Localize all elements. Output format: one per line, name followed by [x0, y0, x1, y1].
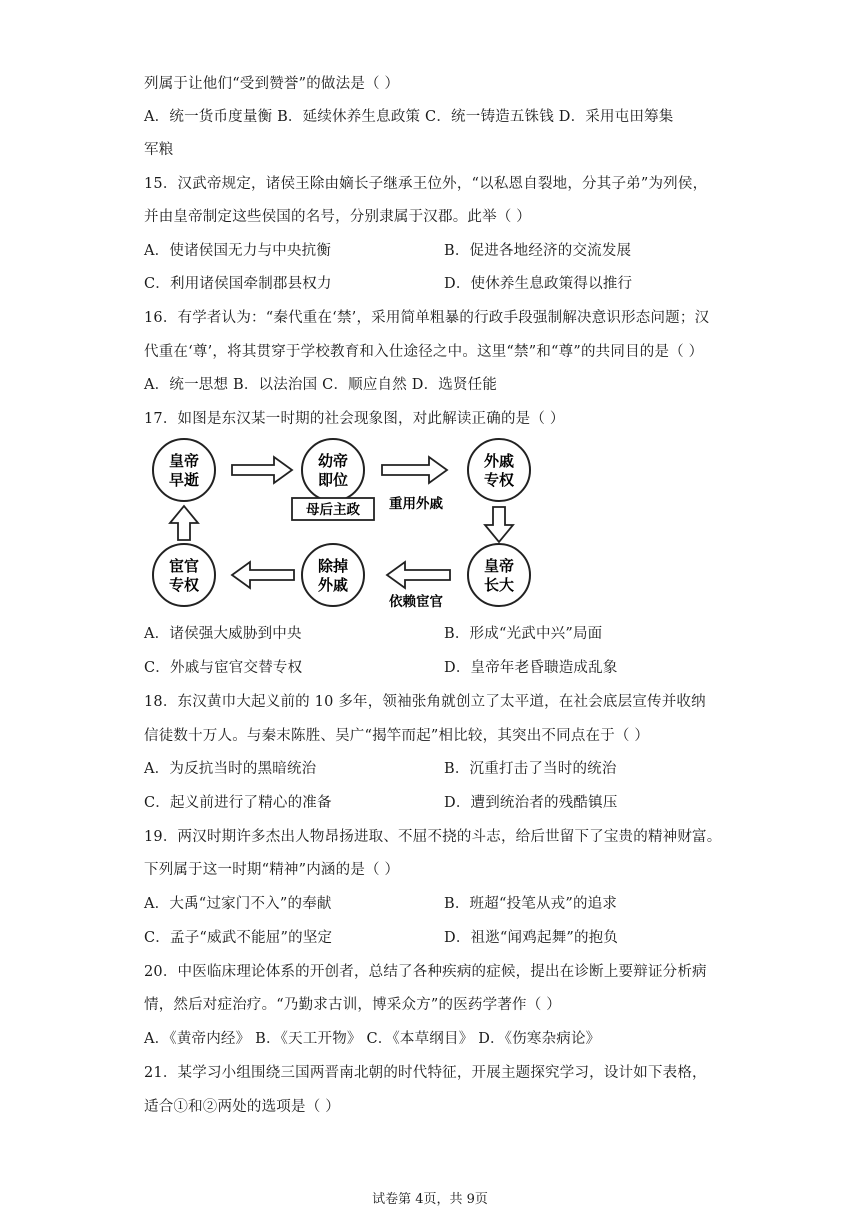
q19-stem-line1: 19．两汉时期许多杰出人物昂扬进取、不屈不挠的斗志，给后世留下了宝贵的精神财富。	[144, 829, 722, 845]
q19-option-b: B．班超“投笔从戎”的追求	[444, 896, 618, 912]
q19-option-a: A．大禹“过家门不入”的奉献	[144, 896, 332, 912]
q20-stem-line1: 20．中医临床理论体系的开创者，总结了各种疾病的症候，提出在诊断上要辩证分析病	[144, 964, 707, 980]
svg-text:宦官: 宦官	[168, 557, 200, 575]
node-emperor-dies-early	[153, 439, 215, 501]
arrow-right-1	[232, 457, 292, 483]
q18-stem-line2: 信徒数十万人。与秦末陈胜、吴广“揭竿而起”相比较，其突出不同点在于（ ）	[144, 728, 650, 744]
q18-stem-line1: 18．东汉黄巾大起义前的 10 多年，领袖张角就创立了太平道，在社会底层宣传并收纳	[144, 694, 706, 710]
q15-stem-line2: 并由皇帝制定这些侯国的名号，分别隶属于汉郡。此举（ ）	[144, 209, 532, 225]
node-emperor-grows-up	[468, 544, 530, 606]
q14-options: A．统一货币度量衡 B．延续休养生息政策 C．统一铸造五铢钱 D．采用屯田筹集	[144, 109, 674, 125]
q19-option-d: D．祖逖“闻鸡起舞”的抱负	[444, 930, 619, 946]
svg-text:专权: 专权	[483, 471, 515, 489]
q16-stem-line1: 16．有学者认为：“秦代重在‘禁’，采用简单粗暴的行政手段强制解决意识形态问题；汉	[144, 310, 710, 326]
node-eunuch-power	[153, 544, 215, 606]
arrow-up	[170, 506, 198, 540]
svg-text:外戚: 外戚	[317, 576, 349, 594]
q20-stem-line2: 情，然后对症治疗。“乃勤求古训，博采众方”的医药学著作（ ）	[144, 997, 561, 1013]
q16-options: A．统一思想 B．以法治国 C．顺应自然 D．选贤任能	[144, 377, 498, 393]
q17-stem: 17．如图是东汉某一时期的社会现象图，对此解读正确的是（ ）	[144, 411, 565, 427]
svg-text:母后主政: 母后主政	[306, 502, 360, 518]
q17-option-c: C．外戚与宦官交替专权	[144, 660, 303, 676]
q21-stem-line1: 21．某学习小组围绕三国两晋南北朝的时代特征，开展主题探究学习，设计如下表格，	[144, 1065, 707, 1081]
q17-option-d: D．皇帝年老昏聩造成乱象	[444, 660, 618, 676]
q15-option-a: A．使诸侯国无力与中央抗衡	[144, 243, 332, 259]
svg-text:除掉: 除掉	[317, 557, 349, 575]
label-rely-on-eunuchs: 依赖宦官	[389, 594, 443, 610]
arrow-right-2	[382, 457, 447, 483]
q17-cycle-diagram	[144, 438, 564, 618]
q15-option-b: B．促进各地经济的交流发展	[444, 243, 632, 259]
svg-text:专权: 专权	[168, 576, 200, 594]
page-footer: 试卷第 4页，共 9页	[372, 1192, 488, 1207]
svg-text:幼帝: 幼帝	[317, 452, 349, 470]
q15-option-c: C．利用诸侯国牵制郡县权力	[144, 276, 332, 292]
q16-stem-line2: 代重在‘尊’，将其贯穿于学校教育和入仕途径之中。这里“禁”和“尊”的共同目的是（ ）	[144, 344, 704, 360]
q19-option-c: C．孟子“威武不能屈”的坚定	[144, 930, 333, 946]
q19-stem-line2: 下列属于这一时期“精神”内涵的是（ ）	[144, 862, 400, 878]
q18-option-c: C．起义前进行了精心的准备	[144, 795, 332, 811]
arrow-left-2	[232, 562, 294, 588]
q21-stem-line2: 适合①和②两处的选项是（ ）	[144, 1099, 340, 1115]
q18-option-b: B．沉重打击了当时的统治	[444, 761, 617, 777]
svg-text:早逝: 早逝	[168, 471, 200, 489]
q15-option-d: D．使休养生息政策得以推行	[444, 276, 633, 292]
node-young-emperor-enthroned	[302, 439, 364, 501]
q20-options: A．《黄帝内经》 B．《天工开物》 C．《本草纲目》 D．《伤寒杂病论》	[144, 1031, 601, 1047]
svg-text:外戚: 外戚	[483, 452, 515, 470]
q14-stem-continued: 列属于让他们“受到赞誉”的做法是（ ）	[144, 76, 400, 92]
q17-option-b: B．形成“光武中兴”局面	[444, 626, 603, 642]
node-consort-clan-power	[468, 439, 530, 501]
arrow-down	[485, 507, 513, 542]
arrow-left-1	[387, 562, 450, 588]
svg-text:长大: 长大	[483, 576, 515, 594]
q14-options-continued: 军粮	[144, 142, 174, 158]
svg-text:皇帝: 皇帝	[483, 557, 515, 575]
svg-text:皇帝: 皇帝	[168, 452, 200, 470]
svg-text:即位: 即位	[317, 471, 349, 489]
label-rely-on-consort-clan: 重用外戚	[389, 496, 443, 512]
q18-option-a: A．为反抗当时的黑暗统治	[144, 761, 317, 777]
box-empress-dowager-rule	[292, 498, 374, 520]
q15-stem-line1: 15．汉武帝规定，诸侯王除由嫡长子继承王位外，“以私恩自裂地，分其子弟”为列侯，	[144, 176, 708, 192]
q18-option-d: D．遭到统治者的残酷镇压	[444, 795, 618, 811]
node-remove-consort-clan	[302, 544, 364, 606]
q17-option-a: A．诸侯强大威胁到中央	[144, 626, 302, 642]
